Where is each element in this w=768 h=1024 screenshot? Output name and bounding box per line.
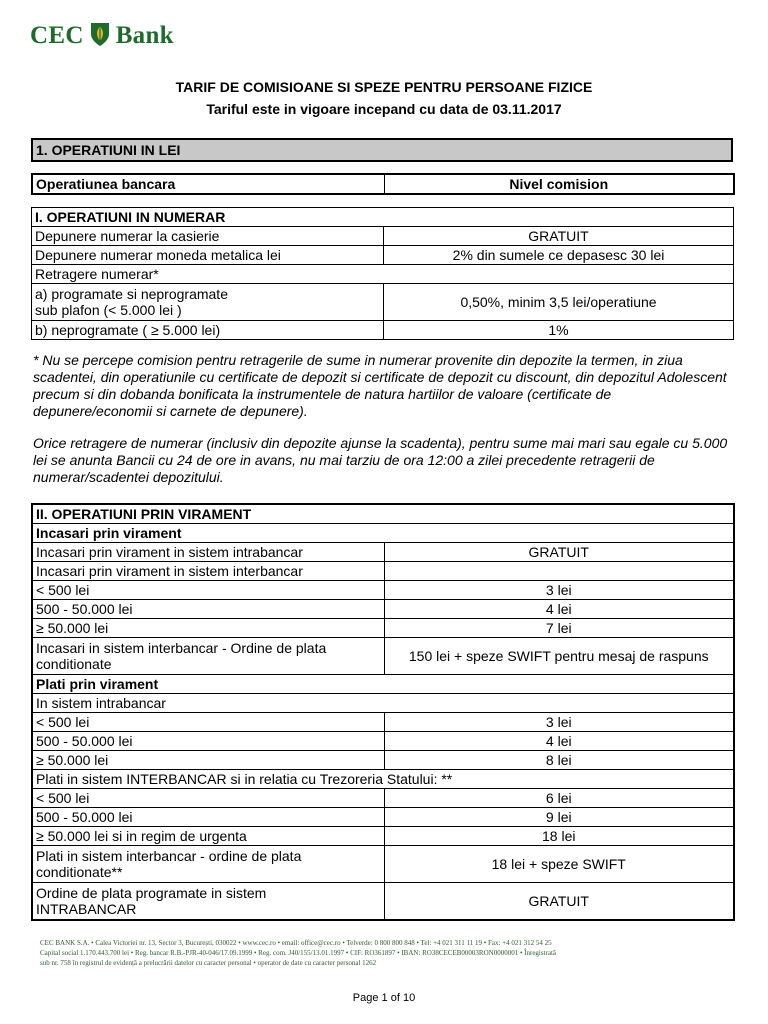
logo-word-bank: Bank <box>115 22 174 49</box>
table-row <box>32 827 734 846</box>
withdrawal-subtitle: Retragere numerar* <box>32 265 734 284</box>
table-row <box>32 751 734 770</box>
column-header-table <box>31 173 735 195</box>
table-row <box>32 789 734 808</box>
payments-intrabank-subtitle: In sistem intrabancar <box>32 694 734 713</box>
row-label <box>32 883 384 921</box>
footer-line: Capital social 1.170.443.700 lei • Reg. bancar R.B.-PJR-40-046/17.09.1999 • Reg. com. J40/155/13.01.1997 • CIF: RO361897 • IBAN: RO38CECEB00003RON0000001 • Înregistrată <box>40 949 557 957</box>
row-value: GRATUIT <box>384 883 734 921</box>
row-value: 18 lei <box>384 827 734 846</box>
cec-bank-logo <box>30 22 174 50</box>
row-value: 0,50%, minim 3,5 lei/operatiune <box>384 284 734 321</box>
row-value: 4 lei <box>384 732 734 751</box>
document-titles <box>0 78 768 118</box>
row-label-line: sub plafon (< 5.000 lei ) <box>35 302 182 318</box>
table-row <box>32 600 734 619</box>
transfer-operations-table <box>31 503 735 921</box>
table-row <box>32 543 734 562</box>
row-value: 150 lei + speze SWIFT pentru mesaj de raspuns <box>384 638 734 675</box>
row-value: 4 lei <box>384 600 734 619</box>
cash-operations-table <box>31 207 734 340</box>
row-label: ≥ 50.000 lei <box>32 751 384 770</box>
row-value: 7 lei <box>384 619 734 638</box>
table-row <box>32 321 734 340</box>
table-row <box>32 227 734 246</box>
logo-word-cec: CEC <box>30 22 84 49</box>
row-value-empty <box>384 562 734 581</box>
table-row <box>32 808 734 827</box>
table-row <box>32 713 734 732</box>
row-label <box>32 284 384 321</box>
table-row <box>32 284 734 321</box>
row-label: Depunere numerar la casierie <box>32 227 384 246</box>
page-number: Page 1 of 10 <box>352 992 416 1004</box>
footer-line: CEC BANK S.A. • Calea Victoriei nr. 13, Sector 3, București, 030022 • www.cec.ro • email: office@cec.ro • Telverde: 0 800 800 848 • Tel: +4 021 311 11 19 • Fax: +4 021 312 54 25 <box>40 939 552 947</box>
incoming-subtitle: Incasari prin virament <box>32 524 734 543</box>
row-label-line: INTRABANCAR <box>36 901 137 917</box>
row-value: 18 lei + speze SWIFT <box>384 846 734 883</box>
note-commission-exemption: * Nu se percepe comision pentru retragerile de sume in numerar provenite din depozite la termen, in ziua scadentei, din operatiunile cu certificate de depozit si certificate de depozit cu discount, din depozitul Adolescent precum si din dobanda bonificata la instrumentele de natura hartiilor de valoare (certificate de depunere/economii si carnete de depunere). <box>33 352 727 419</box>
row-value: 1% <box>384 321 734 340</box>
table-row <box>32 246 734 265</box>
table-row <box>32 883 734 921</box>
row-value: 3 lei <box>384 581 734 600</box>
row-label-line: conditionate** <box>36 864 123 880</box>
section-1-title: 1. OPERATIUNI IN LEI <box>32 139 732 161</box>
bank-footer <box>40 938 730 968</box>
row-label: ≥ 50.000 lei <box>32 619 384 638</box>
row-label: 500 - 50.000 lei <box>32 600 384 619</box>
cash-section-title: I. OPERATIUNI IN NUMERAR <box>32 208 734 227</box>
note-withdrawal-notice: Orice retragere de numerar (inclusiv din depozite ajunse la scadenta), pentru sume mai mari sau egale cu 5.000 lei se anunta Bancii cu 24 de ore in avans, nu mai tarziu de ora 12:00 a zilei precedente retragerii de numerar/scadentei depozitului. <box>33 435 728 485</box>
column-header-commission: Nivel comision <box>384 174 734 194</box>
table-row <box>32 638 734 675</box>
row-label: 500 - 50.000 lei <box>32 808 384 827</box>
row-label: 500 - 50.000 lei <box>32 732 384 751</box>
table-row <box>32 562 734 581</box>
table-row <box>32 619 734 638</box>
table-row <box>32 732 734 751</box>
section-header-table <box>31 138 733 162</box>
row-value: 8 lei <box>384 751 734 770</box>
transfer-section-title: II. OPERATIUNI PRIN VIRAMENT <box>32 504 734 524</box>
row-value: GRATUIT <box>384 543 734 562</box>
table-row <box>32 846 734 883</box>
row-value: 6 lei <box>384 789 734 808</box>
payments-subtitle: Plati prin virament <box>32 675 734 694</box>
row-label: < 500 lei <box>32 713 384 732</box>
row-label <box>32 846 384 883</box>
row-label-line: Incasari in sistem interbancar - Ordine de plata <box>36 640 327 656</box>
row-label: < 500 lei <box>32 581 384 600</box>
payments-interbank-subtitle: Plati in sistem INTERBANCAR si in relatia cu Trezoreria Statului: ** <box>32 770 734 789</box>
row-value: GRATUIT <box>384 227 734 246</box>
row-label: < 500 lei <box>32 789 384 808</box>
row-value: 2% din sumele ce depasesc 30 lei <box>384 246 734 265</box>
row-label: ≥ 50.000 lei si in regim de urgenta <box>32 827 384 846</box>
leaf-shield-icon <box>89 21 111 52</box>
row-label: Incasari prin virament in sistem intrabancar <box>32 543 384 562</box>
row-label-line: conditionate <box>36 656 112 672</box>
row-label-line: Plati in sistem interbancar - ordine de plata <box>36 848 302 864</box>
row-value: 3 lei <box>384 713 734 732</box>
row-label: Incasari prin virament in sistem interbancar <box>32 562 384 581</box>
row-label-line: a) programate si neprogramate <box>35 286 228 302</box>
document-subtitle: Tariful este in vigoare incepand cu data de 03.11.2017 <box>206 101 562 117</box>
row-value: 9 lei <box>384 808 734 827</box>
column-header-operation: Operatiunea bancara <box>32 174 384 194</box>
row-label-line: Ordine de plata programate in sistem <box>36 885 267 901</box>
footer-line: sub nr. 758 în registrul de evidență a prelucrării datelor cu caracter personal • operator de date cu caracter personal 1262 <box>40 959 377 967</box>
table-row <box>32 581 734 600</box>
row-label: Depunere numerar moneda metalica lei <box>32 246 384 265</box>
document-title: TARIF DE COMISIOANE SI SPEZE PENTRU PERSOANE FIZICE <box>175 79 593 95</box>
row-label <box>32 638 384 675</box>
row-label: b) neprogramate ( ≥ 5.000 lei) <box>32 321 384 340</box>
